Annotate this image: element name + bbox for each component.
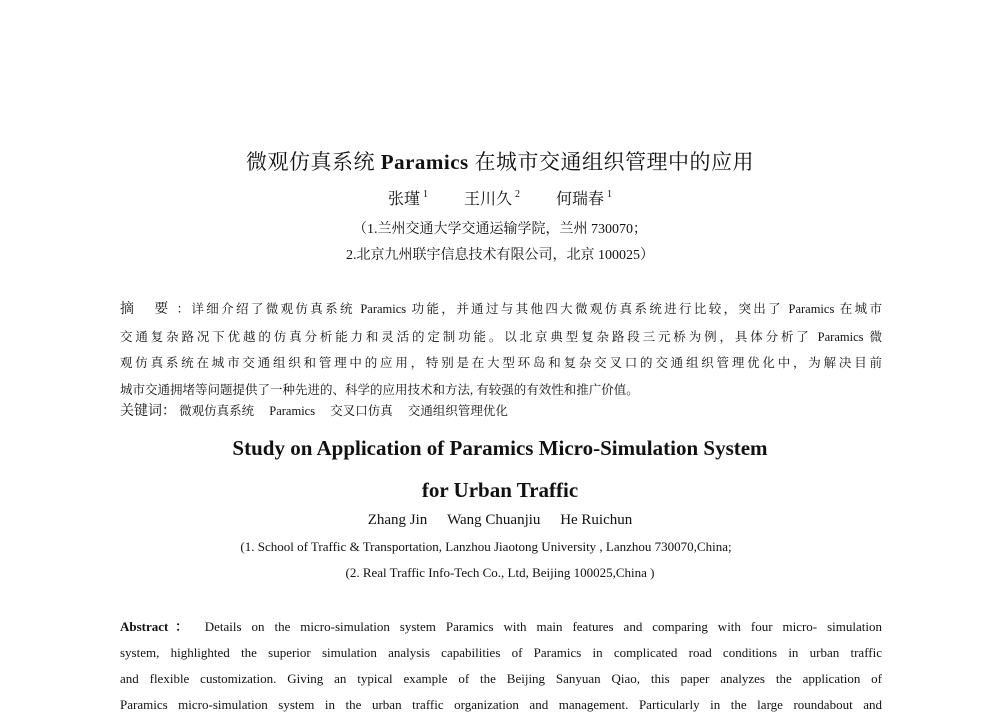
chinese-author — [464, 186, 520, 209]
english-abstract — [120, 614, 882, 718]
chinese-keywords-label: 关键词： — [120, 404, 176, 419]
chinese-abstract-line: 交通复杂路况下优越的仿真分析能力和灵活的定制功能。以北京典型复杂路段三元桥为例，具体分析了 Paramics 微 — [120, 329, 882, 344]
english-author: Wang Chuanjiu — [447, 512, 541, 528]
english-author: He Ruichun — [560, 512, 633, 528]
keyword: 交叉口仿真 — [330, 404, 393, 418]
english-title-line-2: for Urban Traffic — [421, 478, 579, 502]
chinese-author — [388, 186, 428, 209]
keyword: 交通组织管理优化 — [407, 404, 508, 418]
author-name: 何瑞春 — [556, 191, 605, 208]
english-author: Zhang Jin — [367, 512, 428, 528]
english-affiliation-2: (2. Real Traffic Info-Tech Co., Ltd, Beijing 100025,China ) — [345, 565, 655, 580]
english-abstract-line: Paramics micro-simulation system in the urban traffic organization and management. Particularly in the large roundabout and — [120, 697, 882, 712]
chinese-abstract — [120, 296, 882, 403]
chinese-title-part-1: 微观仿真系统 — [246, 150, 381, 174]
chinese-title — [0, 146, 1000, 176]
chinese-authors — [0, 186, 1000, 209]
keyword: Paramics — [269, 404, 316, 418]
english-abstract-text: Details on the micro-simulation system Paramics with main features and comparing with four micro- simulation — [194, 619, 882, 634]
author-affiliation-mark: 2 — [515, 189, 520, 200]
chinese-affiliation-1: （1.兰州交通大学交通运输学院，兰州 730070； — [353, 222, 647, 237]
english-title-line-1: Study on Application of Paramics Micro-Simulation System — [232, 436, 768, 460]
author-name: 王川久 — [463, 191, 512, 208]
chinese-abstract-line: 观仿真系统在城市交通组织和管理中的应用，特别是在大型环岛和复杂交叉口的交通组织管理优化中，为解决目前 — [120, 356, 882, 370]
chinese-abstract-line — [120, 296, 882, 324]
author-affiliation-mark: 1 — [422, 189, 428, 200]
chinese-author — [556, 186, 612, 209]
chinese-title-part-2: 在城市交通组织管理中的应用 — [468, 150, 754, 174]
chinese-keywords — [120, 400, 882, 420]
english-abstract-line: system, highlighted the superior simulation analysis capabilities of Paramics in complicated road conditions in urban traffic — [120, 645, 882, 660]
english-authors — [0, 512, 1000, 529]
chinese-title-bold: Paramics — [380, 150, 469, 174]
keyword: 微观仿真系统 — [179, 404, 255, 418]
chinese-abstract-label: 摘 要 — [120, 302, 177, 317]
english-abstract-label: Abstract： — [120, 619, 195, 634]
author-name: 张瑾 — [387, 191, 420, 208]
chinese-abstract-text: ：详细介绍了微观仿真系统 Paramics 功能，并通过与其他四大微观仿真系统进行比较，突出了 Paramics 在城市 — [176, 302, 883, 316]
chinese-abstract-line: 城市交通拥堵等问题提供了一种先进的、科学的应用技术和方法, 有较强的有效性和推广价值。 — [120, 382, 639, 397]
english-affiliation-1: (1. School of Traffic & Transportation, Lanzhou Jiaotong University , Lanzhou 730070,China; — [240, 539, 732, 554]
chinese-affiliation-2: 2.北京九州联宇信息技术有限公司，北京 100025） — [346, 248, 654, 263]
author-affiliation-mark: 1 — [607, 189, 613, 200]
english-abstract-line: and flexible customization. Giving an typical example of the Beijing Sanyuan Qiao, this paper analyzes the application of — [120, 671, 882, 686]
english-abstract-line — [120, 614, 882, 640]
